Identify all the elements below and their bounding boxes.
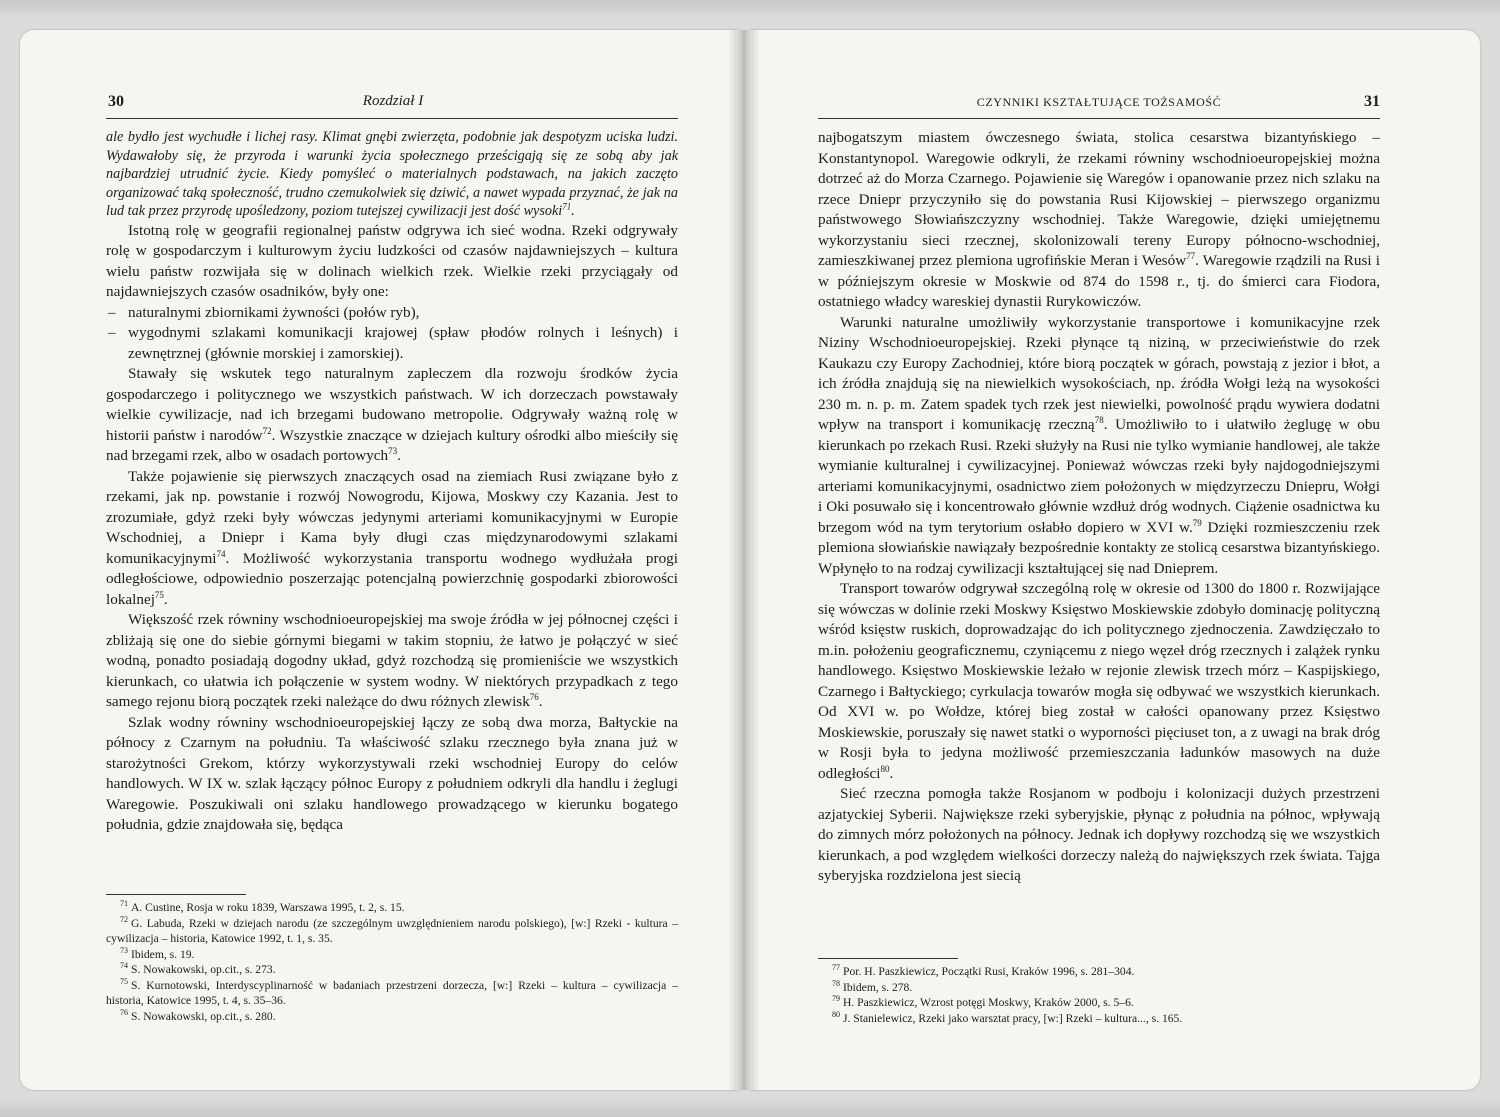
footnote: $^{74}$ S. Nowakowski, op.cit., s. 273. bbox=[120, 961, 276, 976]
left-page-number: 30 bbox=[108, 93, 124, 110]
paragraph: Większość rzek równiny wschodnioeuropejskiej ma swoje źródła w jej północnej części i zbliżają się one do siebie górnymi biegami w takim stopniu, że łatwo je połączyć w sieć wodną, ponadto posiadają dogodny układ, gdyż rozchodzą się promieniście we wszystkich kierunkach, co ułatwia ich połączenie w system wodny. W niektórych przypadkach z tego samego rejonu biorą początek rzeki należące do dwu różnych zlewisk$^{76}$. bbox=[106, 611, 678, 711]
footnote-ref: 79 bbox=[1192, 517, 1202, 528]
left-footnote-rule bbox=[106, 894, 246, 895]
paragraph: Także pojawienie się pierwszych znaczących osad na ziemiach Rusi związane było z rzekami, jak np. powstanie i rozwój Nowogrodu, Kijowa, Moskwy czy Kazania. Jest to zrozumiałe, gdyż rzeki były wówczas jedynymi arteriami komunikacyjnymi w Europie Wschodniej, a Dniepr i Kama były długi czas międzynarodowymi szlakami komunikacyjnymi$^{74}$. Możliwość wykorzystania transportu wodnego wydłużała progi odległościowe, odpowiednio poszerzając potencjalną powierzchnię gospodarki zbiorowości lokalnej$^{75}$. bbox=[106, 467, 678, 608]
list-item: – naturalnymi zbiornikami żywności (połów ryb), bbox=[106, 303, 678, 324]
footnote: $^{77}$ Por. H. Paszkiewicz, Początki Rusi, Kraków 1996, s. 281–304. bbox=[832, 963, 1135, 978]
left-header-rule bbox=[106, 118, 678, 119]
footnote: $^{75}$ S. Kurnotowski, Interdyscyplinarność w badaniach przestrzeni dorzecza, [w:] Rzeki – kultura – cywilizacja – historia, Katowice 1995, t. 4, s. 35–36. bbox=[106, 976, 678, 1007]
paragraph: Stawały się wskutek tego naturalnym zapleczem dla rozwoju środków życia gospodarczego i politycznego we wszystkich państwach. W ich dorzeczach powstawały wielkie cywilizacje, nad ich brzegami budowano metropolie. Odgrywały ważną rolę w historii państw i narodów$^{72}$. Wszystkie znaczące w dziejach kultury ośrodki albo mieściły się nad brzegami rzek, albo w osadach portowych$^{73}$. bbox=[106, 365, 678, 465]
paragraph: Transport towarów odgrywał szczególną rolę w okresie od 1300 do 1800 r. Rozwijające się wówczas w dolinie rzeki Moskwy Księstwo Moskiewskie zdobyło dominację polityczną wśród księstw ruskich, doprowadzając do ich politycznego zjednoczenia. Zawdzięczało to m.in. położeniu geograficznemu, czyniącemu z niego węzeł dróg rzecznych i zalążek rynku handlowego. Księstwo Moskiewskie leżało w rejonie zlewisk trzech mórz – Kaspijskiego, Czarnego i Bałtyckiego; cyrkulacja towarów mogła się odbywać we wszystkich kierunkach. Od XVI w. po Wołdze, której bieg został w całości opanowany przez Księstwo Moskiewskie, poruszały się nawet statki o wyporności pięciuset ton, a z uwagi na brak dróg w Rosji była to jedyna możliwość przemieszczania ładunków masowych na duże odległości$^{80}$. bbox=[818, 580, 1380, 782]
footnote-ref: 76 bbox=[529, 692, 539, 703]
footnote-ref: 71 bbox=[562, 201, 572, 212]
footnote-ref: 78 bbox=[1094, 414, 1104, 425]
footnote-ref: 75 bbox=[154, 589, 164, 600]
footnote-ref: 77 bbox=[1186, 250, 1196, 261]
paragraph: Istotną rolę w geografii regionalnej państw odgrywa ich sieć wodna. Rzeki odgrywały rolę w gospodarczym i kulturowym życiu ludzkości od czasów najdawniejszych – kultura wielu państw rozwijała się w dolinach wielkich rzek. Wielkie rzeki przyciągały od najdawniejszych czasów osadników, były one: bbox=[106, 221, 678, 301]
paragraph: Szlak wodny równiny wschodnioeuropejskiej łączy ze sobą dwa morza, Bałtyckie na północy z Czarnym na południu. Ta właściwość szlaku rzecznego była znana już w starożytności Grekom, którzy wykorzystywali rzeki wschodniej Europy do celów handlowych. W IX w. szlak łączący północ Europy z południem odkryli dla handlu i żeglugi Waregowie. Poszukiwali oni szlaku handlowego prowadzącego w kierunku bogatego południa, gdzie znajdowała się, będąca bbox=[106, 713, 678, 834]
left-footnotes bbox=[106, 900, 678, 1024]
right-body-text bbox=[818, 128, 1380, 887]
right-footnote-rule bbox=[818, 958, 958, 959]
footnote: $^{80}$ J. Stanielewicz, Rzeki jako warsztat pracy, [w:] Rzeki – kultura..., s. 165. bbox=[832, 1009, 1183, 1025]
footnote: $^{72}$ G. Labuda, Rzeki w dziejach narodu (ze szczególnym uwzględnieniem narodu polskiego), [w:] Rzeki - kultura – cywilizacja – historia, Katowice 1992, t. 1, s. 35. bbox=[106, 914, 678, 945]
footnote: $^{78}$ Ibidem, s. 278. bbox=[832, 978, 913, 994]
left-body-text bbox=[106, 128, 678, 836]
footnote-ref: 80 bbox=[880, 763, 890, 774]
footnote: $^{76}$ S. Nowakowski, op.cit., s. 280. bbox=[120, 1007, 276, 1023]
right-running-title: CZYNNIKI KSZTAŁTUJĄCE TOŻSAMOŚĆ bbox=[976, 95, 1222, 109]
footnote: $^{79}$ H. Paszkiewicz, Wzrost potęgi Moskwy, Kraków 2000, s. 5–6. bbox=[832, 994, 1134, 1009]
paragraph: Warunki naturalne umożliwiły wykorzystanie transportowe i komunikacyjne rzek Niziny Wschodnioeuropejskiej. Rzeki płynące tą niziną, w przeciwieństwie do rzek Kaukazu czy Europy Zachodniej, które biorą początek w górach, powstają z jezior i błot, a ich źródła znajdują się na niewielkich wysokościach, np. źródła Wołgi leżą na wysokości 230 m. n. p. m. Zatem spadek tych rzek jest niewielki, powolność prądu wywiera dodatni wpływ na transport i komunikację rzeczną$^{78}$. Umożliwiło to i ułatwiło żeglugę w obu kierunkach po rzekach Rusi. Rzeki służyły na Rusi nie tylko wymianie handlowej, ale także wymianie kulturalnej i cywilizacyjnej. Ponieważ wówczas rzeki były najdogodniejszymi arteriami komunikacyjnymi, osadnictwo ziem położonych w międzyrzeczu Dniepru, Wołgi i Oki posuwało się i koncentrowało głównie wzdłuż dróg wodnych. Ciążenie osadnictwa ku brzegom wód na tym terytorium osłabło dopiero w XVI w.$^{79}$ Dzięki rozmieszczeniu rzek plemiona słowiańskie nawiązały bezpośrednie kontakty ze stolicą cesarstwa bizantyńskiego. Wpłynęło to na rodzaj cywilizacji kształtującej się nad Dnieprem. bbox=[818, 313, 1381, 577]
footnote-ref: 74 bbox=[216, 548, 226, 559]
left-running-title: Rozdział I bbox=[362, 93, 424, 109]
paragraph: Sieć rzeczna pomogła także Rosjanom w podboju i kolonizacji dużych przestrzeni azjatyckiej Syberii. Największe rzeki syberyjskie, płynąc z południa na północ, wpływają do zimnych mórz położonych na północy. Jednak ich dopływy rozchodzą się we wszystkich kierunkach, a pod względem wielkości dorzeczy należą do największych rzek świata. Tajga syberyjska rozdzielona jest siecią bbox=[818, 785, 1380, 884]
right-running-head bbox=[818, 93, 1380, 115]
paragraph: najbogatszym miastem ówczesnego świata, stolica cesarstwa bizantyńskiego – Konstantynopol. Waregowie odkryli, że rzekami równiny wschodnioeuropejskiej można dotrzeć aż do Morza Czarnego. Pojawienie się Waregów i opanowanie przez nich szlaku na rzece Dniepr przyczyniło się do powstania Rusi Kijowskiej – pierwszego organizmu państwowego Słowiańszczyzny wschodniej. Także Waregowie, dzięki umiejętnemu wykorzystaniu sieci rzecznej, skolonizowali tereny Europy północno-wschodniej, zamieszkiwanej przez plemiona ugrofińskie Meran i Wesów$^{77}$. Waregowie rządzili na Rusi i w późniejszym okresie w Moskwie od 874 do 1598 r., tj. do śmierci cara Fiodora, ostatniego władcy wareskiej dynastii Rurykowiczów. bbox=[818, 129, 1380, 310]
quote-paragraph: ale bydło jest wychudłe i lichej rasy. Klimat gnębi zwierzęta, podobnie jak despotyzm uciska ludzi. Wydawałoby się, że przyroda i warunki życia społecznego prześcigają się ze sobą aby jak najbardziej utrudnić życie. Kiedy pomyśleć o materialnych podstawach, na jakich zaczęto organizować taką społeczność, trudno czemukolwiek się dziwić, a nawet wypada przyznać, że jak na lud tak przez przyrodę upośledzony, poziom tutejszej cywilizacji jest dość wysoki$^{71}$. bbox=[106, 129, 678, 220]
footnote-ref: 73 bbox=[388, 446, 398, 457]
list-item: – wygodnymi szlakami komunikacji krajowej (spław płodów rolnych i leśnych) i zewnętrznej (głównie morskiej i zamorskiej). bbox=[106, 323, 678, 364]
left-running-head bbox=[108, 93, 678, 115]
footnote: $^{73}$ Ibidem, s. 19. bbox=[120, 945, 195, 961]
right-page-number: 31 bbox=[1364, 93, 1380, 110]
book-spine bbox=[728, 30, 760, 1090]
river-functions-list bbox=[106, 303, 678, 365]
footnote-ref: 72 bbox=[262, 425, 272, 436]
right-footnotes bbox=[818, 964, 1380, 1026]
footnote: $^{71}$ A. Custine, Rosja w roku 1839, Warszawa 1995, t. 2, s. 15. bbox=[120, 899, 405, 914]
right-header-rule bbox=[818, 118, 1380, 119]
